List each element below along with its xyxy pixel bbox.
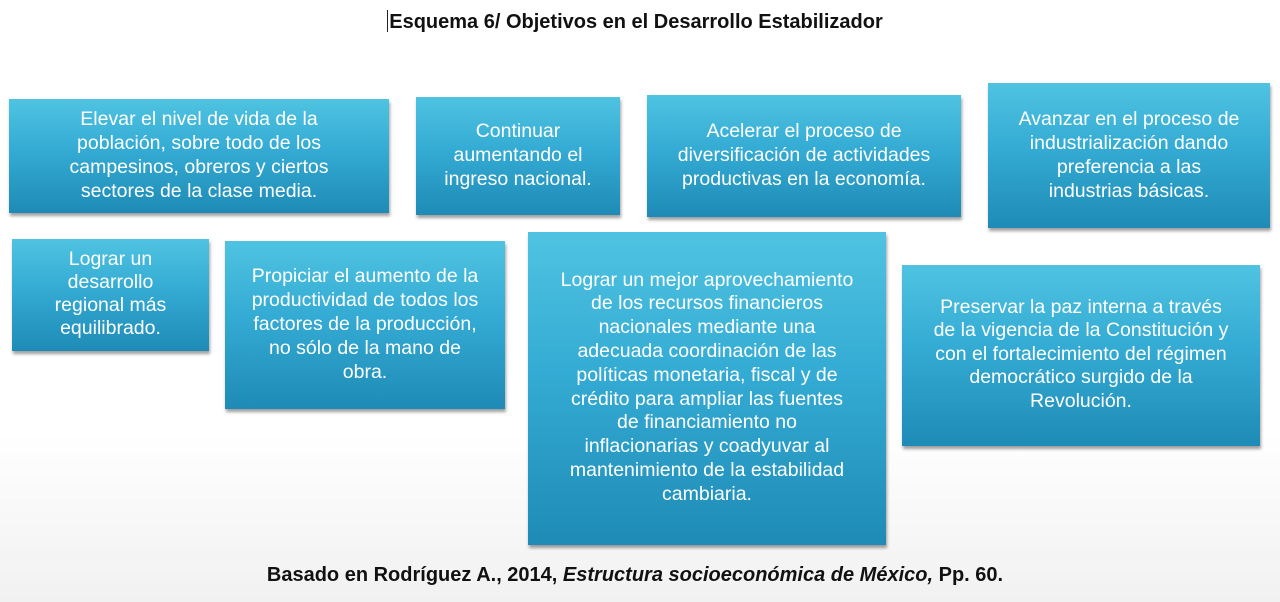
objective-box-6: Propiciar el aumento de la productividad de todos los factores de la producción, no sólo de la mano de obra. [225,241,505,409]
objective-box-4: Avanzar en el proceso de industrialización dando preferencia a las industrias básicas. [988,83,1270,228]
objective-box-3: Acelerar el proceso de diversificación de actividades productivas en la economía. [647,95,961,217]
diagram-title-text: Esquema 6/ Objetivos en el Desarrollo Estabilizador [389,11,883,33]
source-suffix: Pp. 60. [938,564,1004,586]
objective-box-7: Lograr un mejor aprovechamiento de los recursos financieros nacionales mediante una adecuada coordinación de las políticas monetaria, fiscal y de crédito para ampliar las fuentes de financiamiento no inflacionarias y coadyuvar al mantenimiento de la estabilidad cambiaria. [528,232,886,545]
objective-box-8: Preservar la paz interna a través de la vigencia de la Constitución y con el fortalecimiento del régimen democrático surgido de la Revolución. [902,265,1260,446]
objective-box-1: Elevar el nivel de vida de la población, sobre todo de los campesinos, obreros y ciertos sectores de la clase media. [9,99,389,213]
objective-box-5: Lograr un desarrollo regional más equilibrado. [12,239,209,351]
source-book-title: Estructura socioeconómica de México, [562,564,934,586]
source-citation [0,564,1270,587]
source-prefix: Basado en Rodríguez A., 2014, [266,564,558,586]
diagram-title [0,10,1270,34]
objective-box-2: Continuar aumentando el ingreso nacional. [416,97,620,215]
